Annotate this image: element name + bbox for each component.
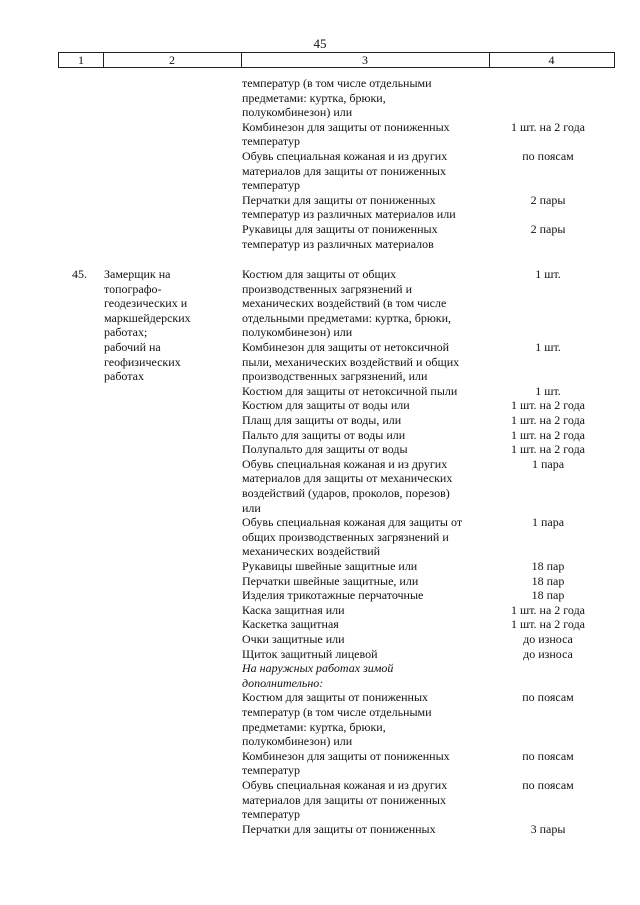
- item-text-line: Обувь специальная кожаная и из других: [242, 456, 448, 471]
- item-text-line: производственных загрязнений, или: [242, 369, 428, 384]
- item-text-line: пыли, механических воздействий и общих: [242, 354, 460, 369]
- item-text-line: воздействий (ударов, проколов, порезов): [242, 486, 450, 500]
- item-norm: 1 пара: [531, 456, 565, 471]
- item-text-line: общих производственных загрязнений и: [242, 529, 449, 544]
- item-norm: 1 шт.: [535, 340, 561, 354]
- item-text-line: Каскетка защитная: [242, 617, 339, 632]
- item-text-line: предметами: куртка, брюки,: [242, 719, 386, 734]
- item-text-line: Костюм для защиты от воды или: [242, 398, 410, 413]
- item-text-line: механических воздействий: [242, 544, 381, 559]
- item-norm: по поясам: [522, 149, 574, 163]
- item-text-line: Изделия трикотажные перчаточные: [242, 588, 424, 603]
- header-col-3: 3: [362, 53, 368, 67]
- item-text-line: Обувь специальная кожаная и из других: [242, 149, 448, 163]
- item-norm: 2 пары: [530, 222, 566, 236]
- header-col-4: 4: [548, 53, 555, 67]
- item-text-line: или: [242, 500, 261, 515]
- item-text-line: Очки защитные или: [242, 632, 345, 646]
- item-text-line: Плащ для защиты от воды, или: [242, 413, 402, 427]
- profession-line: Замерщик на: [104, 267, 171, 281]
- item-text-line: материалов для защиты от пониженных: [242, 163, 446, 178]
- item-text-line: температур (в том числе отдельными: [242, 705, 432, 719]
- profession-line: работах;: [104, 325, 148, 340]
- item-text-line: Обувь специальная кожаная для защиты от: [242, 515, 463, 530]
- item-text-line: Щиток защитный лицевой: [242, 646, 378, 661]
- profession-line: геофизических: [104, 354, 181, 369]
- item-norm: до износа: [523, 632, 573, 646]
- item-norm: 1 шт. на 2 года: [510, 398, 586, 413]
- profession-line: рабочий на: [104, 340, 161, 354]
- item-text-line: производственных загрязнений и: [242, 281, 413, 296]
- item-text-line: Рукавицы для защиты от пониженных: [242, 222, 438, 236]
- item-norm: до износа: [523, 646, 573, 661]
- item-text-line: Комбинезон для защиты от пониженных: [242, 119, 450, 134]
- item-norm: 1 шт.: [535, 383, 561, 398]
- item-text-line: Обувь специальная кожаная и из других: [242, 778, 448, 792]
- item-text-line: Каска защитная или: [242, 602, 345, 617]
- item-text-line: На наружных работах зимой: [242, 661, 394, 676]
- item-text-line: Костюм для защиты от общих: [242, 267, 397, 281]
- item-text-line: полукомбинезон) или: [242, 105, 353, 120]
- item-norm: по поясам: [522, 690, 574, 705]
- item-text-line: температур (в том числе отдельными: [242, 76, 432, 90]
- profession-line: маркшейдерских: [104, 310, 191, 325]
- table-header-row: [58, 52, 615, 68]
- header-col-1: 1: [78, 53, 84, 67]
- item-text-line: Перчатки для защиты от пониженных: [242, 192, 436, 207]
- item-text-line: температур: [242, 807, 301, 822]
- item-norm: по поясам: [522, 748, 574, 763]
- item-text-line: температур из различных материалов или: [242, 207, 456, 222]
- item-text-line: отдельными предметами: куртка, брюки,: [242, 310, 452, 325]
- item-text-line: Перчатки швейные защитные, или: [242, 573, 419, 588]
- item-norm: 1 шт. на 2 года: [510, 427, 586, 442]
- profession-line: топографо-: [104, 281, 162, 296]
- item-text-line: Рукавицы швейные защитные или: [242, 559, 418, 573]
- item-norm: 1 шт. на 2 года: [510, 442, 586, 457]
- entry-number: 45.: [72, 267, 87, 281]
- item-norm: 1 шт. на 2 года: [510, 119, 586, 134]
- item-norm: 18 пар: [531, 559, 565, 573]
- item-text-line: температур: [242, 763, 301, 778]
- item-text-line: Костюм для защиты от пониженных: [242, 690, 429, 705]
- item-norm: 3 пары: [530, 821, 566, 836]
- item-text-line: полукомбинезон) или: [242, 734, 353, 749]
- header-col-2: 2: [169, 53, 175, 67]
- page-number: 45: [313, 36, 327, 51]
- item-norm: 1 шт. на 2 года: [510, 602, 586, 617]
- item-text-line: Комбинезон для защиты от нетоксичной: [242, 340, 450, 354]
- item-norm: 2 пары: [530, 192, 566, 207]
- item-text-line: Комбинезон для защиты от пониженных: [242, 748, 450, 763]
- item-text-line: полукомбинезон) или: [242, 325, 353, 340]
- item-norm: 1 пара: [531, 515, 565, 530]
- item-norm: 1 шт. на 2 года: [510, 617, 586, 632]
- item-text-line: материалов для защиты от механических: [242, 471, 453, 486]
- item-norm: 1 шт.: [535, 267, 561, 281]
- item-norm: 1 шт. на 2 года: [510, 413, 586, 427]
- item-text-line: Костюм для защиты от нетоксичной пыли: [242, 383, 458, 398]
- item-text-line: дополнительно:: [242, 675, 324, 690]
- item-text-line: материалов для защиты от пониженных: [242, 792, 446, 807]
- item-norm: 18 пар: [531, 588, 565, 603]
- profession-line: работах: [104, 369, 144, 384]
- item-norm: 18 пар: [531, 573, 565, 588]
- item-norm: по поясам: [522, 778, 574, 792]
- item-text-line: предметами: куртка, брюки,: [242, 90, 386, 105]
- item-text-line: механических воздействий (в том числе: [242, 296, 447, 311]
- profession-line: геодезических и: [104, 296, 188, 311]
- item-text-line: Перчатки для защиты от пониженных: [242, 821, 436, 836]
- item-text-line: температур: [242, 178, 301, 193]
- item-text-line: Полупальто для защиты от воды: [242, 442, 408, 457]
- item-text-line: температур: [242, 134, 301, 149]
- item-text-line: Пальто для защиты от воды или: [242, 427, 406, 442]
- item-text-line: температур из различных материалов: [242, 236, 434, 251]
